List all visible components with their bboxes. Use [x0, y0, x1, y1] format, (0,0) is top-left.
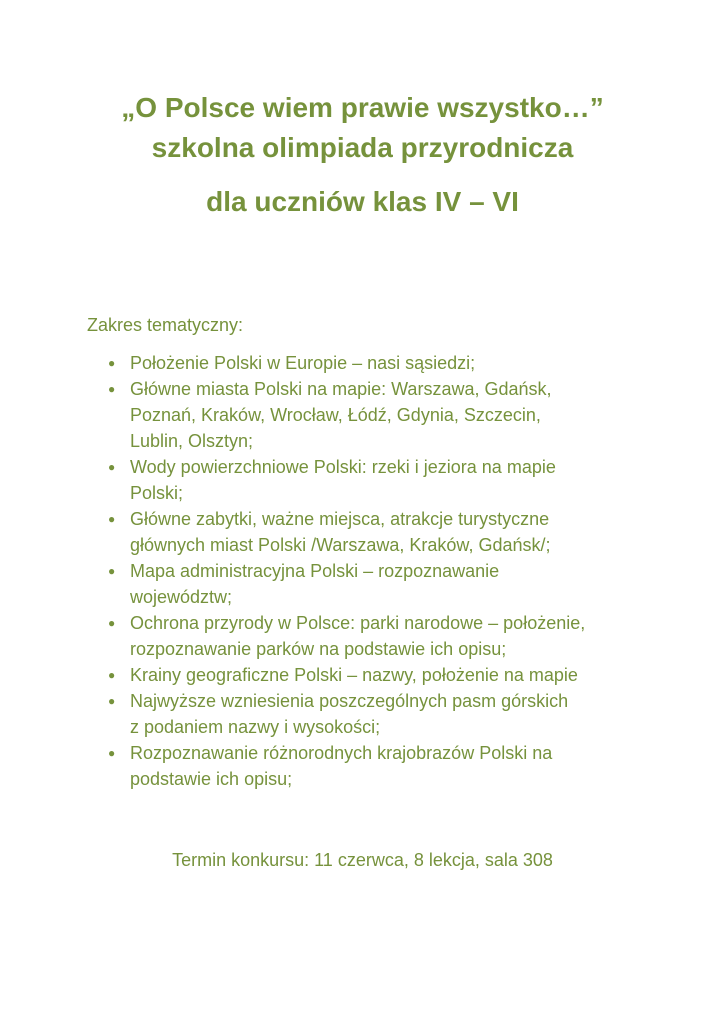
bullet-icon: ● — [108, 382, 116, 396]
topics-list — [105, 350, 645, 792]
topic-text-line: z podaniem nazwy i wysokości; — [130, 717, 381, 737]
title-line-3: dla uczniów klas IV – VI — [206, 186, 519, 217]
topic-text-line: Wody powierzchniowe Polski: rzeki i jeziora na mapie — [130, 457, 556, 477]
topic-text-line: Główne zabytki, ważne miejsca, atrakcje turystyczne — [130, 509, 550, 529]
document-title — [0, 88, 725, 222]
title-line-1: „O Polsce wiem prawie wszystko…” — [121, 92, 604, 123]
topic-item — [105, 506, 645, 558]
section-label: Zakres tematyczny: — [87, 315, 244, 335]
bullet-icon: ● — [108, 616, 116, 630]
bullet-icon: ● — [108, 356, 116, 370]
topic-text-line: Rozpoznawanie różnorodnych krajobrazów Polski na — [130, 743, 553, 763]
topic-text-line: Położenie Polski w Europie – nasi sąsiedzi; — [130, 353, 476, 373]
topic-text-line: Najwyższe wzniesienia poszczególnych pasm górskich — [130, 691, 569, 711]
topic-text-line: województw; — [130, 587, 233, 607]
topic-text-line: Poznań, Kraków, Wrocław, Łódź, Gdynia, Szczecin, — [130, 405, 541, 425]
topic-item — [105, 740, 645, 792]
footer-text: Termin konkursu: 11 czerwca, 8 lekcja, sala 308 — [172, 850, 553, 870]
topic-item — [105, 688, 645, 740]
topic-text-line: Polski; — [130, 483, 184, 503]
bullet-icon: ● — [108, 694, 116, 708]
topic-text-line: Główne miasta Polski na mapie: Warszawa, Gdańsk, — [130, 379, 552, 399]
topic-item — [105, 350, 645, 376]
bullet-icon: ● — [108, 512, 116, 526]
topic-item — [105, 610, 645, 662]
topic-text-line: podstawie ich opisu; — [130, 769, 293, 789]
topic-text-line: Krainy geograficzne Polski – nazwy, położenie na mapie — [130, 665, 578, 685]
topic-item — [105, 558, 645, 610]
topic-item — [105, 454, 645, 506]
topic-item — [105, 376, 645, 454]
bullet-icon: ● — [108, 564, 116, 578]
bullet-icon: ● — [108, 668, 116, 682]
title-line-2: szkolna olimpiada przyrodnicza — [151, 132, 574, 163]
topic-text-line: Mapa administracyjna Polski – rozpoznawanie — [130, 561, 500, 581]
topic-text-line: głównych miast Polski /Warszawa, Kraków, Gdańsk/; — [130, 535, 551, 555]
topic-text-line: Ochrona przyrody w Polsce: parki narodowe – położenie, — [130, 613, 586, 633]
topic-text-line: Lublin, Olsztyn; — [130, 431, 254, 451]
bullet-icon: ● — [108, 746, 116, 760]
topic-text-line: rozpoznawanie parków na podstawie ich opisu; — [130, 639, 507, 659]
topic-item — [105, 662, 645, 688]
bullet-icon: ● — [108, 460, 116, 474]
